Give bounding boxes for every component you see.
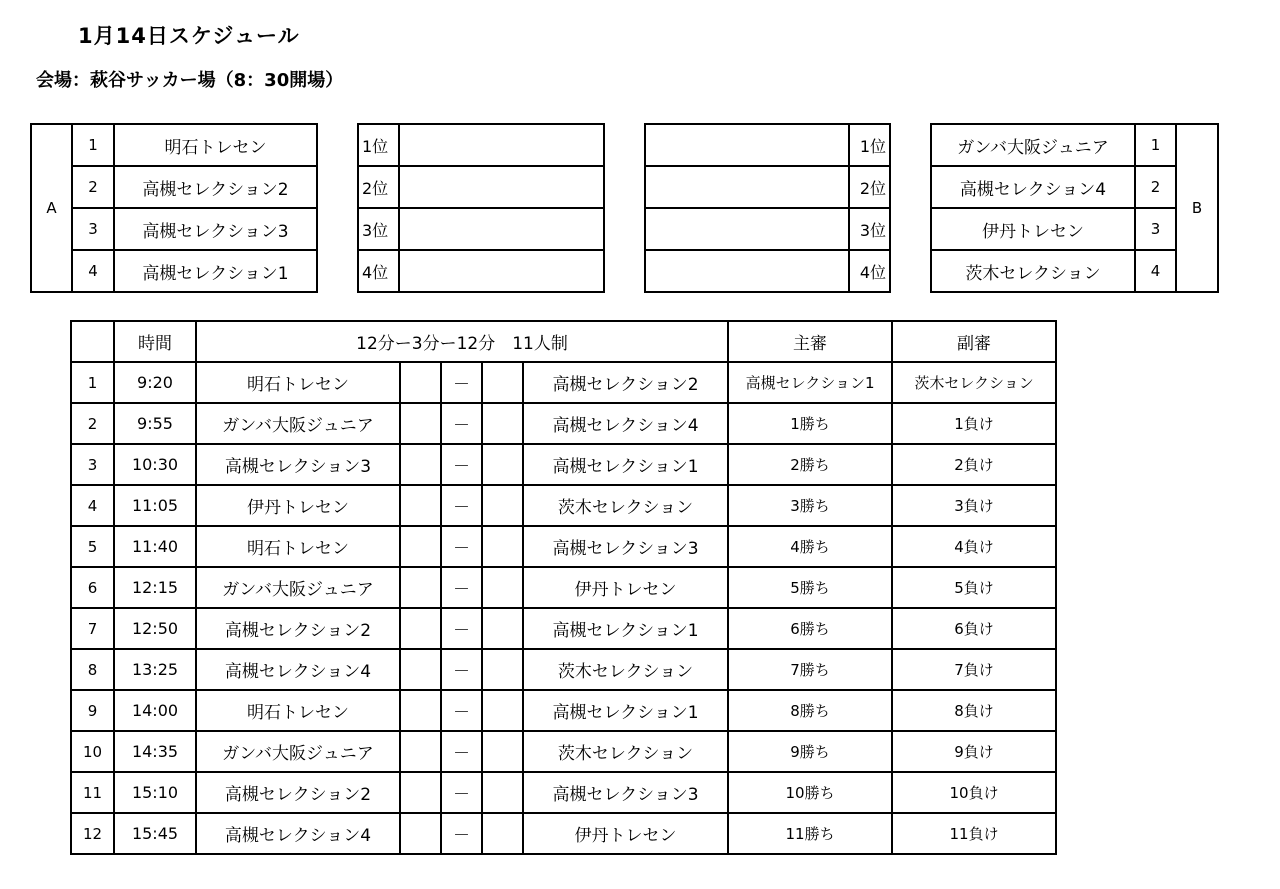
match-time: 14:35: [114, 731, 196, 772]
match-number: 1: [71, 362, 114, 403]
group-b-team-number: 3: [1135, 208, 1176, 250]
group-b-team-name: 伊丹トレセン: [931, 208, 1135, 250]
match-row: [71, 485, 1056, 526]
home-team: 明石トレセン: [196, 526, 400, 567]
assistant-referee: 6負け: [892, 608, 1056, 649]
referee: 8勝ち: [728, 690, 892, 731]
rank-entry-cell: [399, 166, 604, 208]
referee: 10勝ち: [728, 772, 892, 813]
header-referee: 主審: [728, 321, 892, 362]
away-team: 高槻セレクション4: [523, 403, 728, 444]
away-score-cell: [482, 608, 523, 649]
rank-label: 2位: [358, 166, 399, 208]
match-row: [71, 444, 1056, 485]
score-dash: －: [441, 649, 482, 690]
group-b-team-name: 高槻セレクション4: [931, 166, 1135, 208]
away-score-cell: [482, 772, 523, 813]
group-a-team-name: 高槻セレクション2: [114, 166, 317, 208]
match-time: 11:05: [114, 485, 196, 526]
match-time: 12:50: [114, 608, 196, 649]
home-team: 伊丹トレセン: [196, 485, 400, 526]
group-b-ranking-table: [644, 123, 891, 293]
referee: 11勝ち: [728, 813, 892, 854]
header-match-format: 12分ー3分ー12分 11人制: [196, 321, 728, 362]
match-time: 14:00: [114, 690, 196, 731]
home-score-cell: [400, 362, 441, 403]
score-dash: －: [441, 444, 482, 485]
assistant-referee: 2負け: [892, 444, 1056, 485]
home-score-cell: [400, 403, 441, 444]
home-score-cell: [400, 772, 441, 813]
home-score-cell: [400, 649, 441, 690]
score-dash: －: [441, 690, 482, 731]
assistant-referee: 11負け: [892, 813, 1056, 854]
assistant-referee: 茨木セレクション: [892, 362, 1056, 403]
rank-entry-cell: [399, 124, 604, 166]
group-a-team-number: 3: [72, 208, 114, 250]
group-b-table: [930, 123, 1219, 293]
score-dash: －: [441, 567, 482, 608]
home-team: ガンバ大阪ジュニア: [196, 403, 400, 444]
rank-label: 1位: [849, 124, 890, 166]
referee: 1勝ち: [728, 403, 892, 444]
match-number: 8: [71, 649, 114, 690]
home-team: 高槻セレクション4: [196, 813, 400, 854]
referee: 3勝ち: [728, 485, 892, 526]
match-number: 5: [71, 526, 114, 567]
match-row: [71, 526, 1056, 567]
away-score-cell: [482, 485, 523, 526]
away-team: 茨木セレクション: [523, 731, 728, 772]
away-score-cell: [482, 649, 523, 690]
rank-label: 4位: [849, 250, 890, 292]
away-team: 高槻セレクション2: [523, 362, 728, 403]
away-team: 茨木セレクション: [523, 485, 728, 526]
rank-label: 1位: [358, 124, 399, 166]
away-team: 高槻セレクション1: [523, 690, 728, 731]
home-team: 高槻セレクション3: [196, 444, 400, 485]
score-dash: －: [441, 526, 482, 567]
away-team: 高槻セレクション3: [523, 772, 728, 813]
away-team: 高槻セレクション1: [523, 444, 728, 485]
match-row: [71, 649, 1056, 690]
group-b-team-number: 2: [1135, 166, 1176, 208]
match-number: 2: [71, 403, 114, 444]
home-score-cell: [400, 813, 441, 854]
rank-entry-cell: [645, 166, 849, 208]
match-time: 11:40: [114, 526, 196, 567]
away-score-cell: [482, 362, 523, 403]
home-team: ガンバ大阪ジュニア: [196, 731, 400, 772]
away-score-cell: [482, 690, 523, 731]
rank-entry-cell: [399, 208, 604, 250]
match-time: 9:20: [114, 362, 196, 403]
assistant-referee: 8負け: [892, 690, 1056, 731]
group-b-team-name: ガンバ大阪ジュニア: [931, 124, 1135, 166]
group-a-team-number: 1: [72, 124, 114, 166]
match-row: [71, 608, 1056, 649]
match-number: 3: [71, 444, 114, 485]
group-a-table: [30, 123, 318, 293]
match-number: 10: [71, 731, 114, 772]
rank-entry-cell: [645, 250, 849, 292]
match-number: 6: [71, 567, 114, 608]
match-time: 12:15: [114, 567, 196, 608]
page-title: 1月14日スケジュール: [78, 24, 300, 48]
home-score-cell: [400, 567, 441, 608]
group-a-team-number: 2: [72, 166, 114, 208]
group-b-team-number: 1: [1135, 124, 1176, 166]
score-dash: －: [441, 608, 482, 649]
match-row: [71, 362, 1056, 403]
match-row: [71, 772, 1056, 813]
home-team: 高槻セレクション2: [196, 772, 400, 813]
match-number: 12: [71, 813, 114, 854]
referee: 高槻セレクション1: [728, 362, 892, 403]
match-time: 9:55: [114, 403, 196, 444]
referee: 7勝ち: [728, 649, 892, 690]
rank-entry-cell: [645, 124, 849, 166]
group-a-team-number: 4: [72, 250, 114, 292]
rank-entry-cell: [645, 208, 849, 250]
assistant-referee: 7負け: [892, 649, 1056, 690]
rank-label: 3位: [358, 208, 399, 250]
group-a-label: A: [31, 124, 72, 292]
group-a-team-name: 明石トレセン: [114, 124, 317, 166]
match-row: [71, 813, 1056, 854]
match-row: [71, 567, 1056, 608]
match-time: 13:25: [114, 649, 196, 690]
match-number: 9: [71, 690, 114, 731]
rank-label: 3位: [849, 208, 890, 250]
home-team: ガンバ大阪ジュニア: [196, 567, 400, 608]
away-score-cell: [482, 526, 523, 567]
home-score-cell: [400, 444, 441, 485]
assistant-referee: 10負け: [892, 772, 1056, 813]
match-row: [71, 403, 1056, 444]
assistant-referee: 9負け: [892, 731, 1056, 772]
referee: 9勝ち: [728, 731, 892, 772]
match-schedule-table: [70, 320, 1057, 855]
header-assistant-referee: 副審: [892, 321, 1056, 362]
home-score-cell: [400, 608, 441, 649]
score-dash: －: [441, 485, 482, 526]
away-score-cell: [482, 444, 523, 485]
match-row: [71, 731, 1056, 772]
match-row: [71, 690, 1056, 731]
away-team: 高槻セレクション3: [523, 526, 728, 567]
referee: 2勝ち: [728, 444, 892, 485]
referee: 4勝ち: [728, 526, 892, 567]
group-b-team-number: 4: [1135, 250, 1176, 292]
match-number: 4: [71, 485, 114, 526]
away-score-cell: [482, 731, 523, 772]
home-score-cell: [400, 690, 441, 731]
away-team: 伊丹トレセン: [523, 567, 728, 608]
home-team: 明石トレセン: [196, 362, 400, 403]
group-b-label: B: [1176, 124, 1218, 292]
header-number-cell: [71, 321, 114, 362]
group-b-team-name: 茨木セレクション: [931, 250, 1135, 292]
referee: 6勝ち: [728, 608, 892, 649]
assistant-referee: 1負け: [892, 403, 1056, 444]
home-team: 高槻セレクション2: [196, 608, 400, 649]
away-score-cell: [482, 567, 523, 608]
group-a-ranking-table: [357, 123, 605, 293]
group-a-team-name: 高槻セレクション3: [114, 208, 317, 250]
assistant-referee: 4負け: [892, 526, 1056, 567]
home-score-cell: [400, 526, 441, 567]
score-dash: －: [441, 772, 482, 813]
away-team: 茨木セレクション: [523, 649, 728, 690]
score-dash: －: [441, 362, 482, 403]
rank-label: 2位: [849, 166, 890, 208]
home-team: 高槻セレクション4: [196, 649, 400, 690]
rank-entry-cell: [399, 250, 604, 292]
match-number: 11: [71, 772, 114, 813]
score-dash: －: [441, 813, 482, 854]
away-team: 伊丹トレセン: [523, 813, 728, 854]
away-team: 高槻セレクション1: [523, 608, 728, 649]
schedule-header-row: [71, 321, 1056, 362]
score-dash: －: [441, 403, 482, 444]
rank-label: 4位: [358, 250, 399, 292]
assistant-referee: 5負け: [892, 567, 1056, 608]
group-a-team-name: 高槻セレクション1: [114, 250, 317, 292]
assistant-referee: 3負け: [892, 485, 1056, 526]
match-number: 7: [71, 608, 114, 649]
referee: 5勝ち: [728, 567, 892, 608]
venue-info: 会場：萩谷サッカー場（8：30開場）: [36, 70, 344, 91]
match-time: 15:10: [114, 772, 196, 813]
match-time: 15:45: [114, 813, 196, 854]
away-score-cell: [482, 813, 523, 854]
header-time: 時間: [114, 321, 196, 362]
home-score-cell: [400, 731, 441, 772]
match-time: 10:30: [114, 444, 196, 485]
away-score-cell: [482, 403, 523, 444]
home-score-cell: [400, 485, 441, 526]
home-team: 明石トレセン: [196, 690, 400, 731]
score-dash: －: [441, 731, 482, 772]
